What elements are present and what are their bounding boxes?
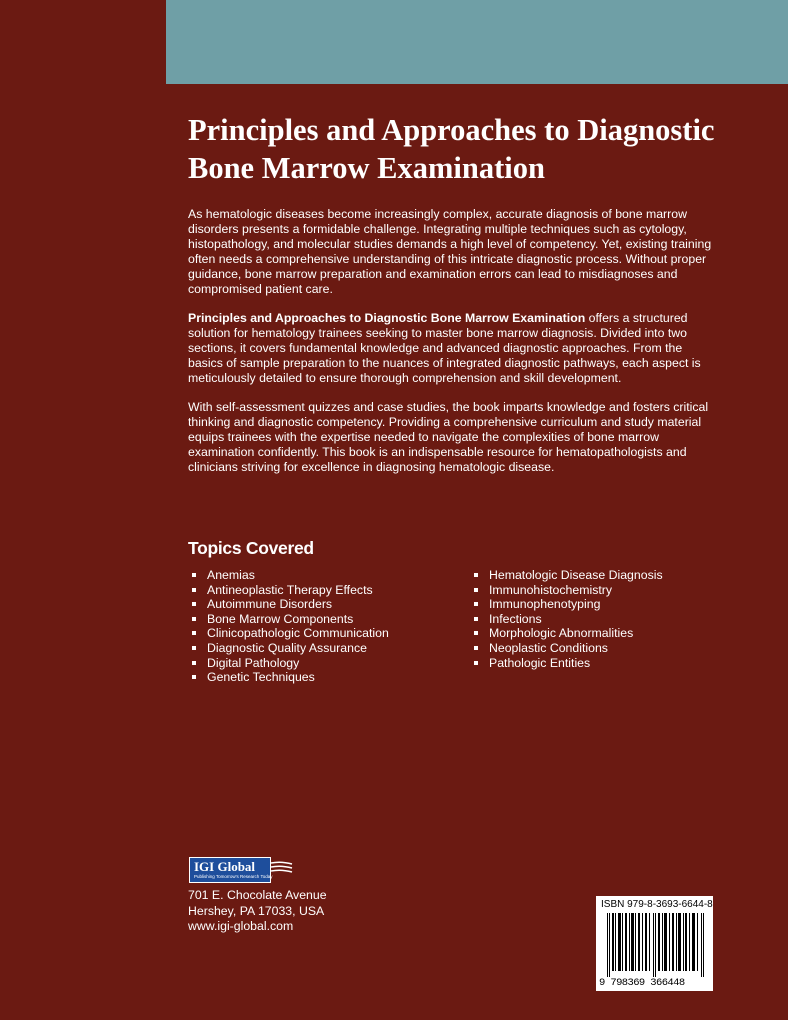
publisher-address	[188, 888, 327, 935]
topics-list-left	[190, 568, 389, 685]
address-line-1: 701 E. Chocolate Avenue	[188, 888, 327, 902]
logo-tagline: Publishing Tomorrow's Research Today	[194, 874, 273, 879]
top-color-band	[166, 0, 788, 84]
topic-item: Autoimmune Disorders	[190, 597, 389, 612]
description-title-bold: Principles and Approaches to Diagnostic Bone Marrow Examination	[188, 311, 586, 325]
isbn-barcode	[596, 896, 713, 991]
topic-item: Bone Marrow Components	[190, 612, 389, 627]
logo-box	[189, 857, 271, 883]
description-paragraph-2	[188, 311, 713, 386]
description-paragraph-3: With self-assessment quizzes and case studies, the book imparts knowledge and fosters critical thinking and diagnostic competency. Providing a comprehensive curriculum and study material equips trainees with the expertise needed to navigate the complexities of bone marrow examination confidently. This book is an indispensable resource for hematopathologists and clinicians striving for excellence in diagnosing hematologic disease.	[188, 400, 709, 474]
topic-item: Neoplastic Conditions	[472, 641, 663, 656]
logo-swoosh-icon	[271, 860, 293, 880]
description-paragraph-1: As hematologic diseases become increasingly complex, accurate diagnosis of bone marrow disorders presents a formidable challenge. Integrating multiple techniques such as cytology, histopathology, and molecular studies demands a high level of competency. Yet, existing training often needs a comprehensive understanding of this intricate diagnostic process. Without proper guidance, bone marrow preparation and examination errors can lead to misdiagnoses and compromised patient care.	[188, 207, 712, 296]
address-line-2: Hershey, PA 17033, USA	[188, 903, 325, 918]
publisher-logo	[189, 857, 293, 884]
isbn-number: ISBN 979-8-3693-6644-8	[601, 899, 713, 910]
topic-item: Genetic Techniques	[190, 670, 389, 685]
topic-item: Digital Pathology	[190, 656, 389, 671]
topic-item: Immunohistochemistry	[472, 583, 663, 598]
barcode-digits: 9 798369 366448	[599, 977, 685, 989]
topic-item: Diagnostic Quality Assurance	[190, 641, 389, 656]
topic-item: Pathologic Entities	[472, 656, 663, 671]
topic-item: Hematologic Disease Diagnosis	[472, 568, 663, 583]
topic-item: Morphologic Abnormalities	[472, 626, 663, 641]
topic-item: Anemias	[190, 568, 389, 583]
description-paragraph-2-rest: offers a structured solution for hematology trainees seeking to master bone marrow diagnosis. Divided into two sections, it covers fundamental knowledge and advanced diagnostic approaches. From the basics of sample preparation to the nuances of integrated diagnostic pathways, each aspect is meticulously detailed to ensure thorough comprehension and skill development.	[188, 311, 701, 385]
topic-item: Clinicopathologic Communication	[190, 626, 389, 641]
barcode-bars-icon	[607, 913, 704, 977]
book-title: Principles and Approaches to Diagnostic Bone Marrow Examination	[188, 113, 715, 185]
topics-heading: Topics Covered	[188, 538, 314, 558]
topic-item: Infections	[472, 612, 663, 627]
book-description	[188, 207, 713, 489]
publisher-website: www.igi-global.com	[188, 919, 294, 933]
topic-item: Immunophenotyping	[472, 597, 663, 612]
topics-list-right	[472, 568, 663, 670]
topic-item: Antineoplastic Therapy Effects	[190, 583, 389, 598]
logo-name: IGI Global	[194, 859, 256, 874]
